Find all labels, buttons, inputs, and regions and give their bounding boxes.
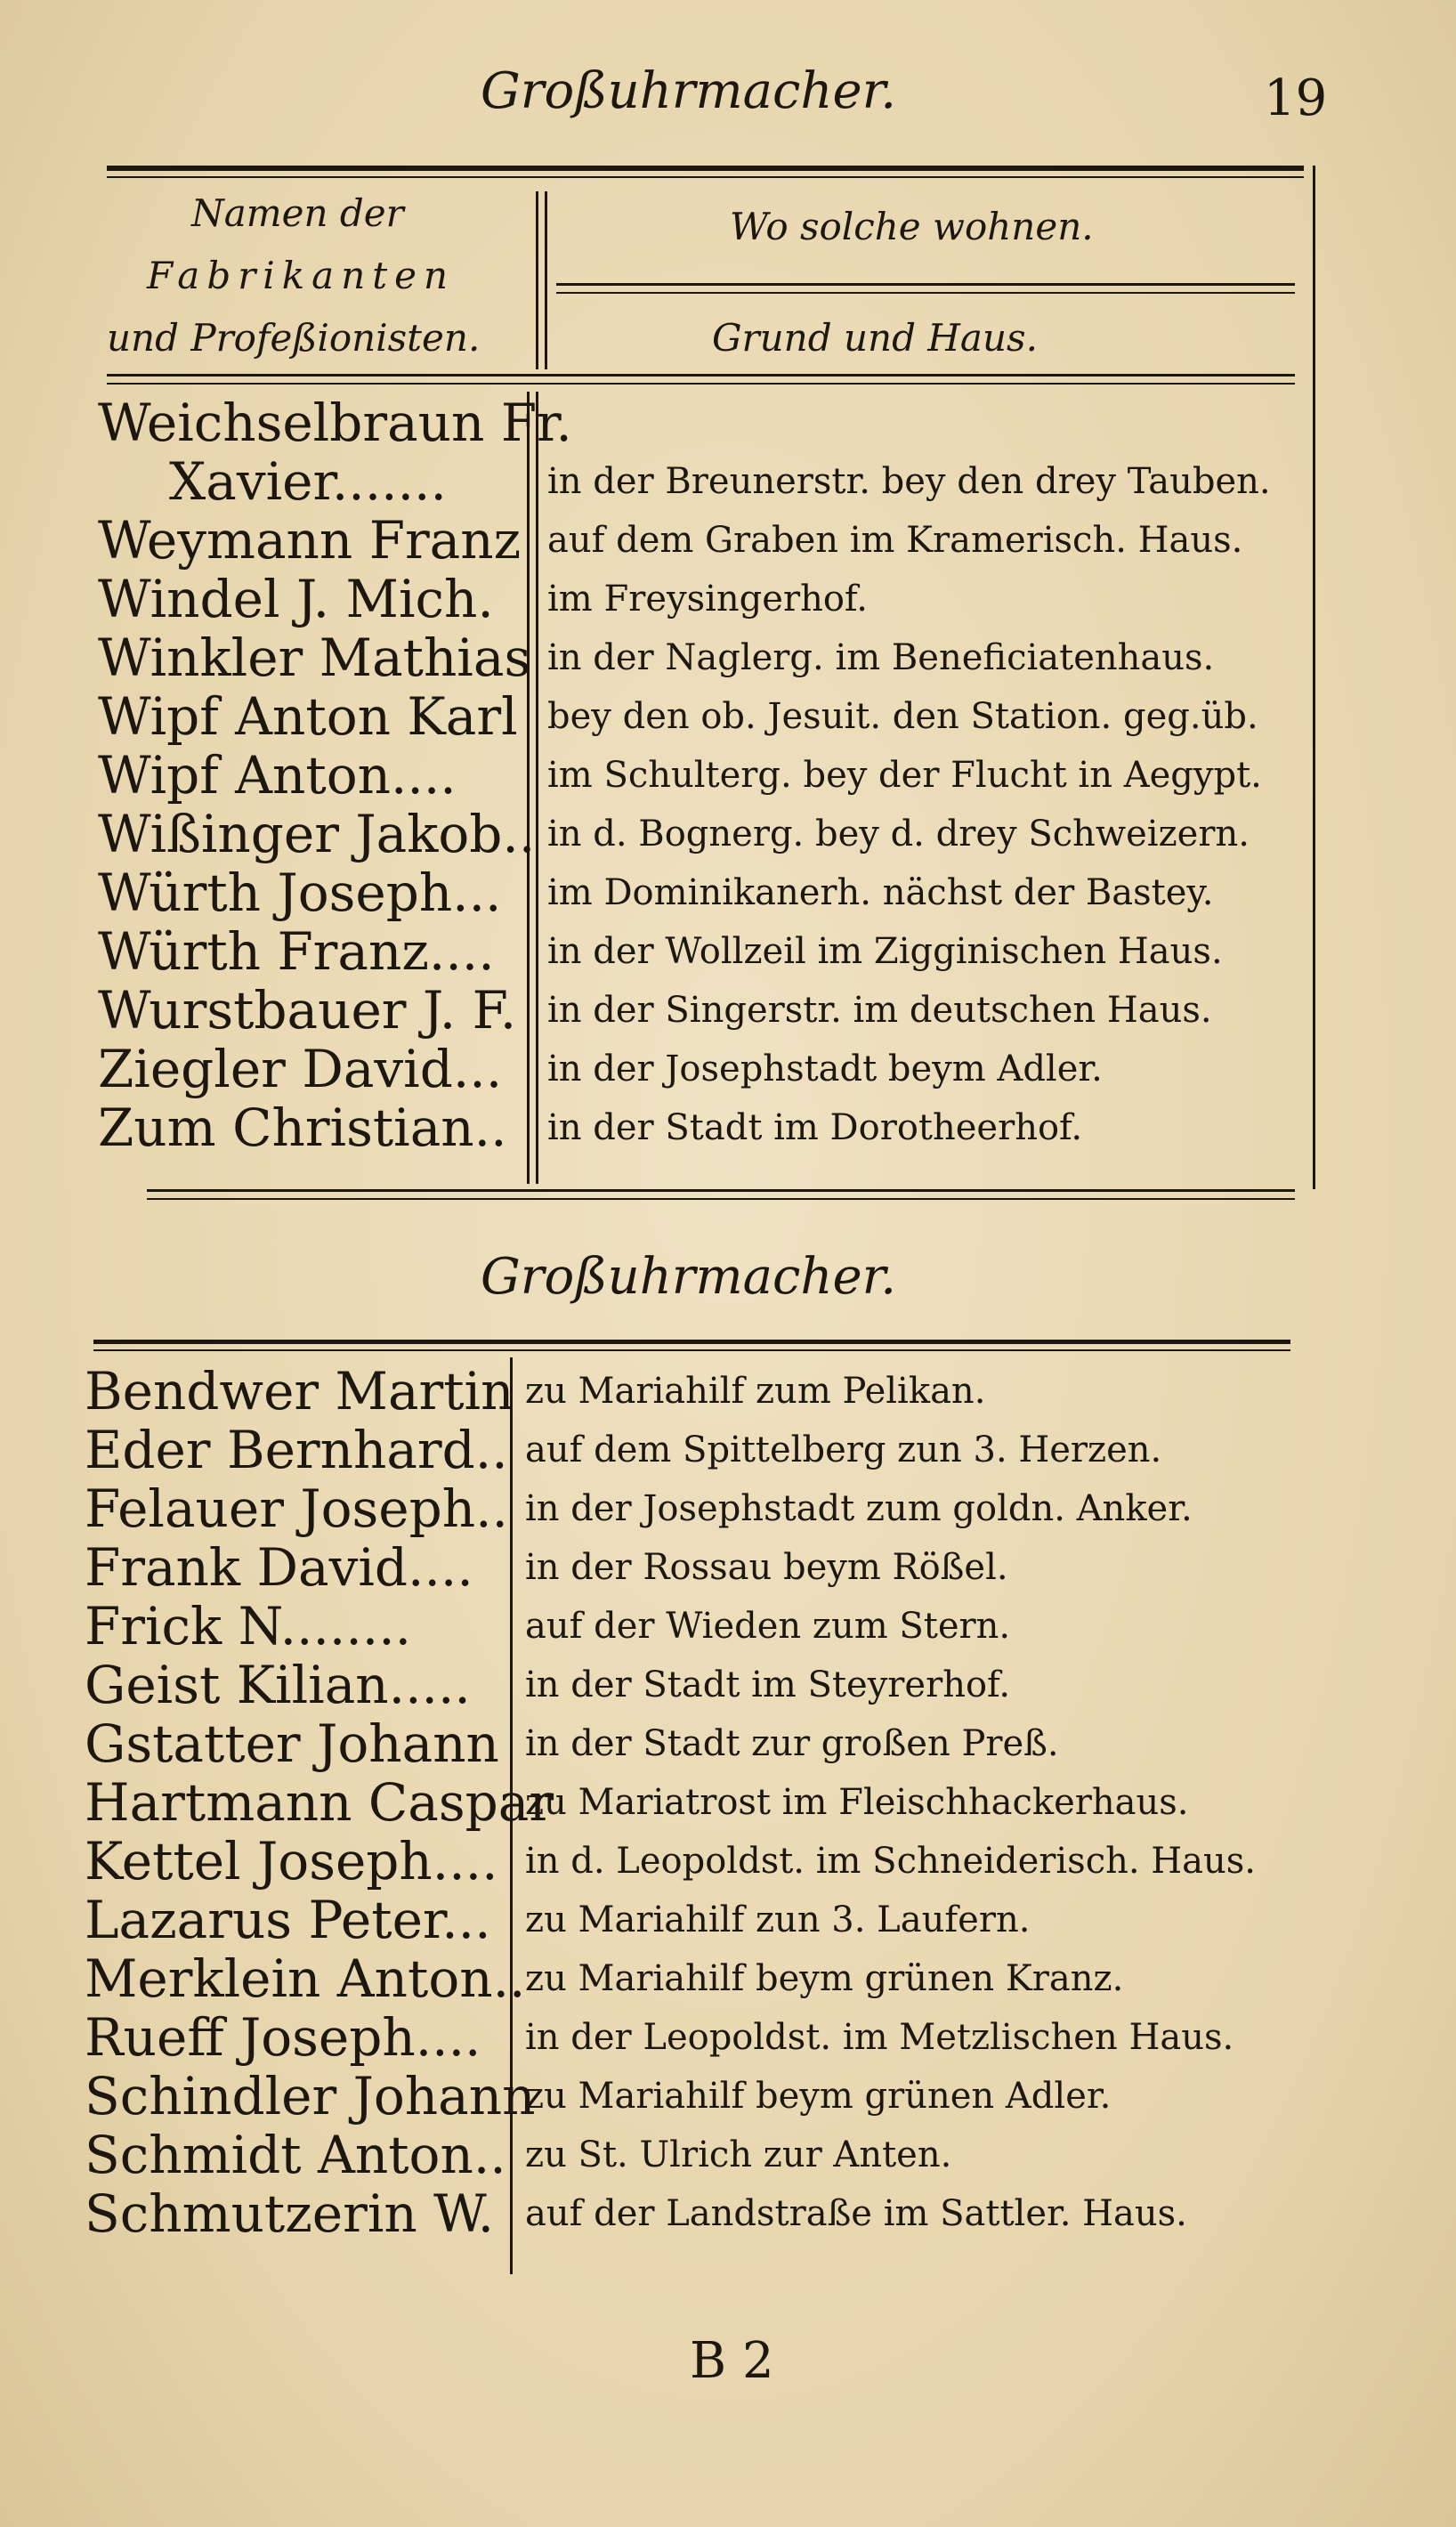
maker-name: Frick N........ <box>85 1596 412 1656</box>
maker-name: Geist Kilian..... <box>85 1655 471 1715</box>
table-row <box>0 1891 1456 1949</box>
maker-name: Schmidt Anton.. <box>85 2125 506 2185</box>
section2-top-rule <box>93 1340 1290 1344</box>
maker-location: in der Singerstr. im deutschen Haus. <box>547 990 1212 1031</box>
table-row <box>0 628 1456 687</box>
maker-name: Ziegler David... <box>98 1039 503 1099</box>
maker-location: in der Wollzeil im Zigginischen Haus. <box>547 931 1223 972</box>
maker-name: Gstatter Johann <box>85 1713 499 1774</box>
maker-name: Wurstbauer J. F. <box>98 980 517 1041</box>
section2-top-rule-2 <box>93 1349 1290 1351</box>
maker-name: Schindler Johann <box>85 2066 536 2126</box>
signature-mark: B 2 <box>690 2332 774 2390</box>
table-row <box>0 2126 1456 2184</box>
table-row <box>0 1362 1456 1421</box>
maker-name: Merklein Anton.. <box>85 1948 526 2009</box>
maker-location: zu Mariatrost im Fleischhackerhaus. <box>525 1782 1189 1823</box>
maker-name: Windel J. Mich. <box>98 569 494 629</box>
table-row <box>0 1538 1456 1597</box>
table-row <box>0 922 1456 981</box>
maker-location: in der Josephstadt beym Adler. <box>547 1049 1103 1089</box>
maker-name: Weichselbraun Fr. <box>98 393 572 453</box>
header-divider-2 <box>545 191 547 369</box>
section-title: Großuhrmacher. <box>481 1248 897 1306</box>
maker-name: Wipf Anton Karl <box>98 686 518 747</box>
maker-location: in d. Bognerg. bey d. drey Schweizern. <box>547 814 1250 854</box>
maker-name: Wipf Anton.... <box>98 745 457 806</box>
table-row <box>0 687 1456 746</box>
maker-location: in der Leopoldst. im Metzlischen Haus. <box>525 2017 1234 2058</box>
maker-name: Kettel Joseph.... <box>85 1831 498 1891</box>
maker-location: in der Naglerg. im Beneficiatenhaus. <box>547 637 1215 678</box>
header-names-line-1: Namen der <box>191 191 404 235</box>
maker-location: im Schulterg. bey der Flucht in Aegypt. <box>547 755 1262 796</box>
maker-name: Rueff Joseph.... <box>85 2007 481 2068</box>
header-residence-top: Wo solche wohnen. <box>730 205 1094 248</box>
table-row <box>0 511 1456 570</box>
maker-location: zu Mariahilf zun 3. Laufern. <box>525 1899 1031 1940</box>
section1-bottom-rule-2 <box>147 1198 1295 1200</box>
maker-location: im Freysingerhof. <box>547 579 868 620</box>
maker-location: auf dem Graben im Kramerisch. Haus. <box>547 520 1243 561</box>
running-head: Großuhrmacher. <box>481 62 897 120</box>
table-row <box>0 2067 1456 2126</box>
table-row <box>0 746 1456 805</box>
section1-bottom-rule <box>147 1189 1295 1192</box>
table-row <box>0 570 1456 628</box>
table-row <box>0 1098 1456 1157</box>
top-rule-thin <box>107 176 1304 178</box>
table-row <box>0 1656 1456 1714</box>
maker-location: auf der Wieden zum Stern. <box>525 1606 1011 1647</box>
maker-name: Wißinger Jakob.. <box>98 804 536 864</box>
header-bottom-rule <box>107 374 1295 377</box>
maker-location: bey den ob. Jesuit. den Station. geg.üb. <box>547 696 1258 737</box>
maker-location: zu Mariahilf beym grünen Adler. <box>525 2076 1112 2117</box>
maker-name: Xavier....... <box>169 451 447 512</box>
maker-name: Felauer Joseph.. <box>85 1478 508 1539</box>
maker-location: in d. Leopoldst. im Schneiderisch. Haus. <box>525 1841 1257 1882</box>
header-names-line-3: und Profeßionisten. <box>107 316 481 360</box>
maker-location: im Dominikanerh. nächst der Bastey. <box>547 872 1214 913</box>
table-row <box>0 1479 1456 1538</box>
header-bottom-rule-2 <box>107 383 1295 385</box>
table-row <box>0 981 1456 1040</box>
maker-name: Weymann Franz <box>98 510 522 571</box>
maker-name: Frank David.... <box>85 1537 473 1598</box>
page-number: 19 <box>1264 69 1328 127</box>
table-row <box>0 1040 1456 1098</box>
table-row <box>0 393 1456 452</box>
maker-location: zu St. Ulrich zur Anten. <box>525 2134 952 2175</box>
maker-name: Hartmann Caspar <box>85 1772 554 1833</box>
maker-location: in der Stadt zur großen Preß. <box>525 1723 1059 1764</box>
maker-name: Würth Joseph... <box>98 863 502 923</box>
header-mid-rule-2 <box>556 292 1295 294</box>
maker-location: in der Stadt im Dorotheerhof. <box>547 1107 1083 1148</box>
table-row <box>0 2008 1456 2067</box>
maker-location: zu Mariahilf beym grünen Kranz. <box>525 1958 1124 1999</box>
maker-name: Zum Christian.. <box>98 1097 507 1158</box>
maker-location: zu Mariahilf zum Pelikan. <box>525 1371 986 1412</box>
header-residence-bottom: Grund und Haus. <box>712 316 1038 360</box>
maker-name: Bendwer Martin <box>85 1361 514 1421</box>
header-mid-rule <box>556 283 1295 286</box>
maker-location: auf dem Spittelberg zun 3. Herzen. <box>525 1430 1162 1470</box>
maker-name: Lazarus Peter... <box>85 1890 491 1950</box>
table-row <box>0 1832 1456 1891</box>
header-divider <box>536 191 538 369</box>
maker-name: Schmutzerin W. <box>85 2183 495 2244</box>
table-row <box>0 1714 1456 1773</box>
table-row <box>0 1421 1456 1479</box>
table-row <box>0 863 1456 922</box>
table-row <box>0 805 1456 863</box>
table-row <box>0 1949 1456 2008</box>
maker-name: Würth Franz.... <box>98 921 495 982</box>
maker-name: Eder Bernhard.. <box>85 1420 508 1480</box>
maker-location: auf der Landstraße im Sattler. Haus. <box>525 2193 1187 2234</box>
maker-location: in der Rossau beym Rößel. <box>525 1547 1008 1588</box>
header-names-line-2: Fabrikanten <box>147 254 456 297</box>
table-row <box>0 2184 1456 2243</box>
maker-name: Winkler Mathias <box>98 628 531 688</box>
table-row <box>0 1597 1456 1656</box>
table-row <box>0 1773 1456 1832</box>
maker-location: in der Breunerstr. bey den drey Tauben. <box>547 461 1271 502</box>
top-rule <box>107 166 1304 171</box>
maker-location: in der Stadt im Steyrerhof. <box>525 1664 1011 1705</box>
table-row <box>0 452 1456 511</box>
maker-location: in der Josephstadt zum goldn. Anker. <box>525 1488 1193 1529</box>
